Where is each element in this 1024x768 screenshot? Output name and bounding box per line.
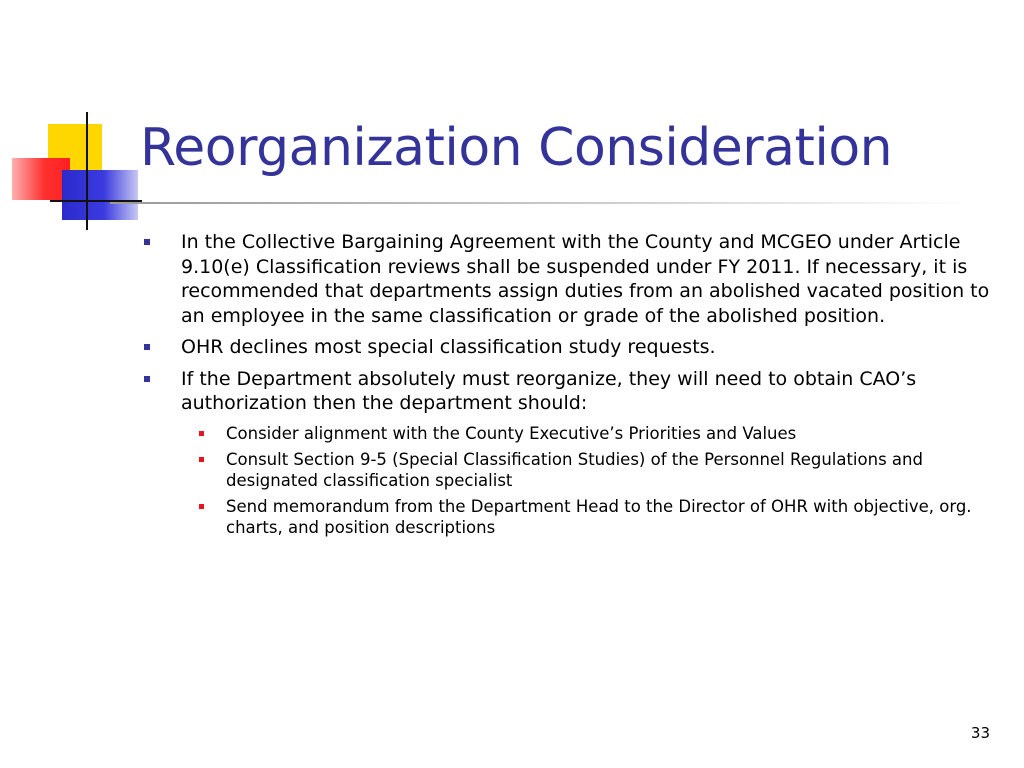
bullet-text: If the Department absolutely must reorganize, they will need to obtain CAO’s authorization then the department should:	[181, 367, 917, 414]
blue-square	[62, 170, 138, 220]
vertical-line	[86, 112, 88, 230]
bullet-item	[140, 335, 1000, 360]
square-bullet-icon	[144, 344, 150, 350]
red-square-bullet-icon	[199, 457, 204, 462]
bullet-item	[140, 367, 1000, 416]
title-divider	[110, 202, 970, 204]
sub-bullet-item	[140, 449, 1000, 491]
sub-bullet-item	[140, 423, 1000, 444]
red-square-bullet-icon	[199, 431, 204, 436]
red-square-bullet-icon	[199, 504, 204, 509]
bullet-text: OHR declines most special classification study requests.	[181, 336, 716, 358]
page-number: 33	[970, 724, 990, 742]
sub-bullet-text: Consult Section 9-5 (Special Classification Studies) of the Personnel Regulations and designated classification specialist	[226, 449, 923, 490]
square-bullet-icon	[144, 376, 150, 382]
bullet-text: In the Collective Bargaining Agreement with the County and MCGEO under Article 9.10(e) Classification reviews shall be suspended under FY 2011. If necessary, it is recommended that departments assign duties from an abolished vacated position to an employee in the same classification or grade of the abolished position.	[181, 231, 990, 327]
sub-bullet-list	[140, 423, 1000, 538]
sub-bullet-text: Send memorandum from the Department Head to the Director of OHR with objective, org. charts, and position descriptions	[226, 496, 972, 537]
bullet-item	[140, 230, 1000, 328]
square-bullet-icon	[144, 239, 150, 245]
sub-bullet-item	[140, 496, 1000, 538]
bullet-list	[140, 230, 1000, 543]
decorative-logo	[0, 0, 150, 240]
sub-bullet-text: Consider alignment with the County Executive’s Priorities and Values	[226, 423, 797, 443]
slide-title: Reorganization Consideration	[140, 118, 893, 178]
